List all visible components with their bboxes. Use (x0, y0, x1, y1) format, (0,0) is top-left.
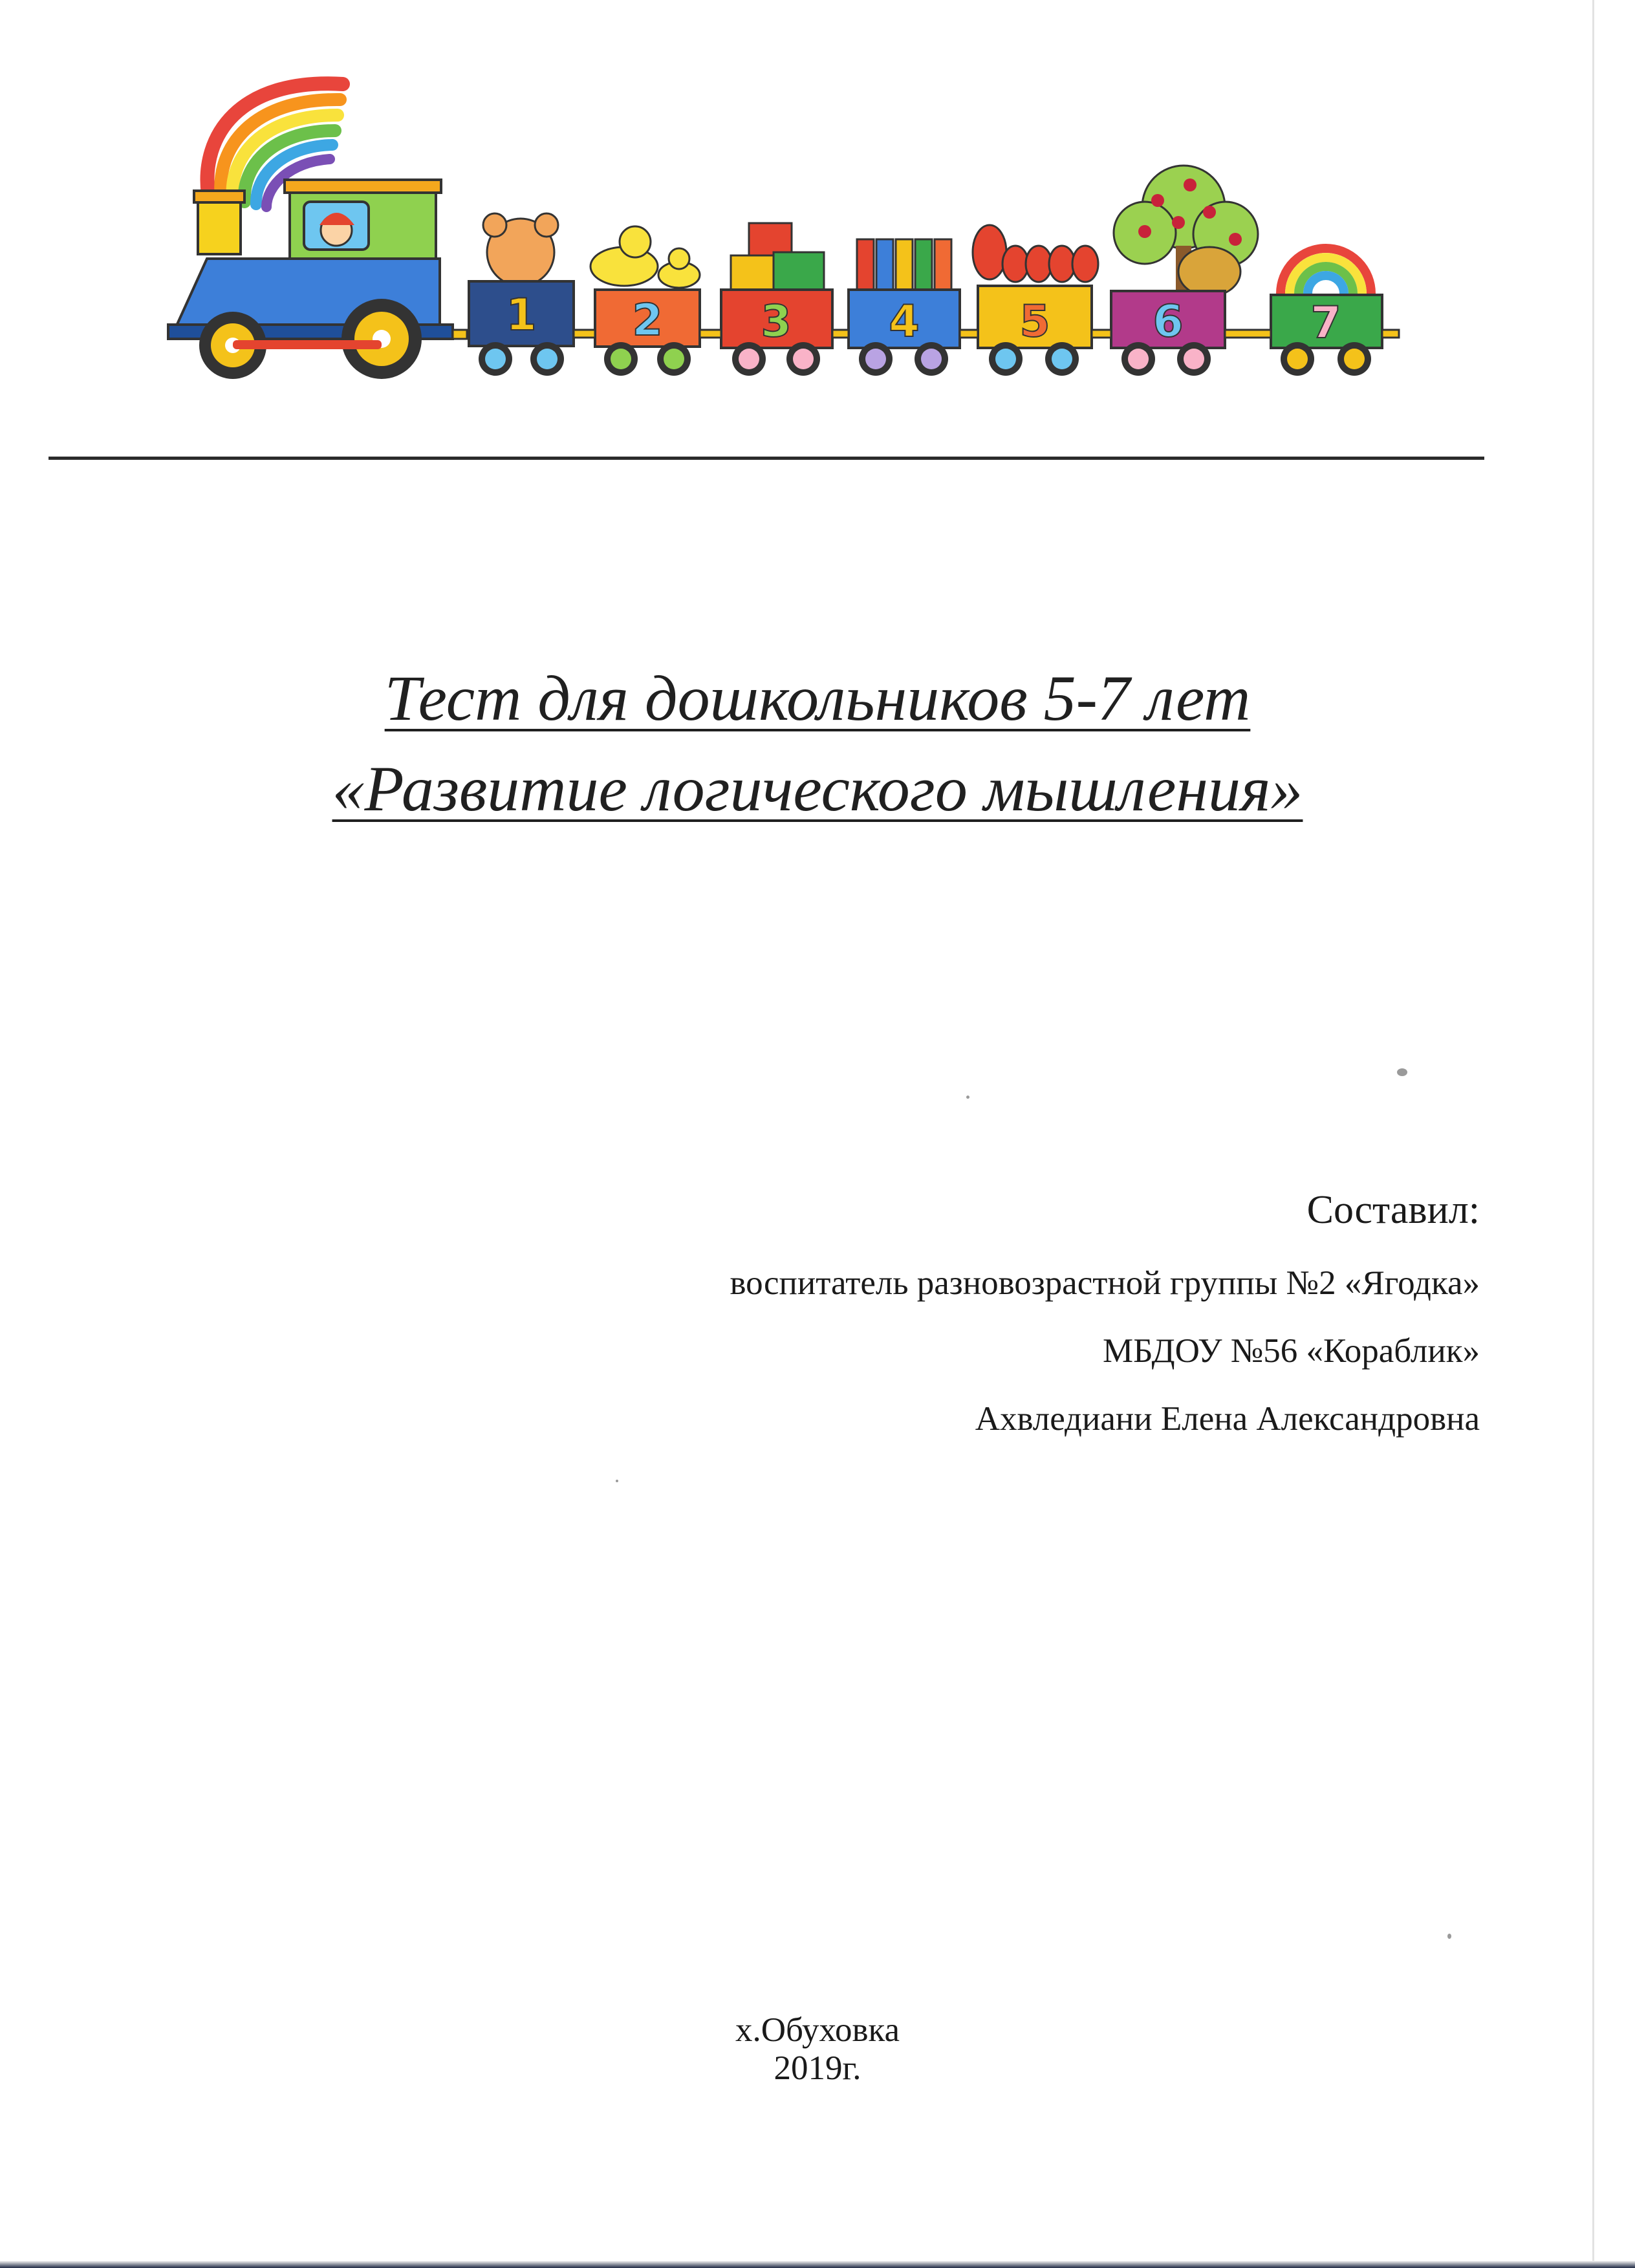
scan-speck (966, 1096, 969, 1099)
header-divider (49, 457, 1484, 460)
wagon-number-1: 1 (506, 290, 537, 341)
wagon-6 (1111, 166, 1258, 376)
scan-speck (1447, 1934, 1451, 1939)
chimney (198, 197, 241, 254)
title-line-1: Тест для дошкольников 5-7 лет (384, 662, 1251, 734)
composed-by-label: Составил: (1306, 1188, 1480, 1232)
wagon-4 (849, 239, 960, 376)
wagon-number-7: 7 (1310, 297, 1341, 349)
footer-block (0, 2011, 1635, 2088)
author-name: Ахвледиани Елена Александровна (975, 1400, 1480, 1438)
author-position: воспитатель разновозрастной группы №2 «Ягодка» (730, 1264, 1480, 1302)
wagon-number-3: 3 (761, 296, 792, 347)
matryoshka-icon (973, 225, 1098, 282)
wagon-number-2: 2 (632, 295, 663, 346)
wagon-1 (469, 213, 574, 376)
wagon-number-5: 5 (1019, 296, 1050, 347)
scan-speck (616, 1480, 618, 1482)
wagon-number-4: 4 (889, 296, 920, 347)
footer-place: х.Обуховка (735, 2011, 900, 2049)
author-institution: МБДОУ №56 «Кораблик» (1102, 1332, 1480, 1370)
author-block (730, 1190, 1480, 1436)
scan-speck (1397, 1068, 1407, 1076)
pencils-icon (857, 239, 951, 290)
wagon-5 (973, 225, 1098, 376)
wagon-3 (721, 223, 832, 376)
toy-train-illustration (149, 58, 1416, 394)
title-line-2: «Развитие логического мышления» (332, 753, 1303, 825)
page-edge (1592, 0, 1594, 2268)
document-title (0, 662, 1635, 825)
wagon-7 (1271, 248, 1382, 376)
wagon-2 (590, 226, 700, 376)
hedgehog-icon (1178, 247, 1240, 296)
footer-year: 2019г. (774, 2049, 861, 2088)
scan-bottom-edge (0, 2261, 1635, 2268)
wagon-number-6: 6 (1153, 296, 1184, 347)
rainbow-icon (1281, 248, 1371, 294)
